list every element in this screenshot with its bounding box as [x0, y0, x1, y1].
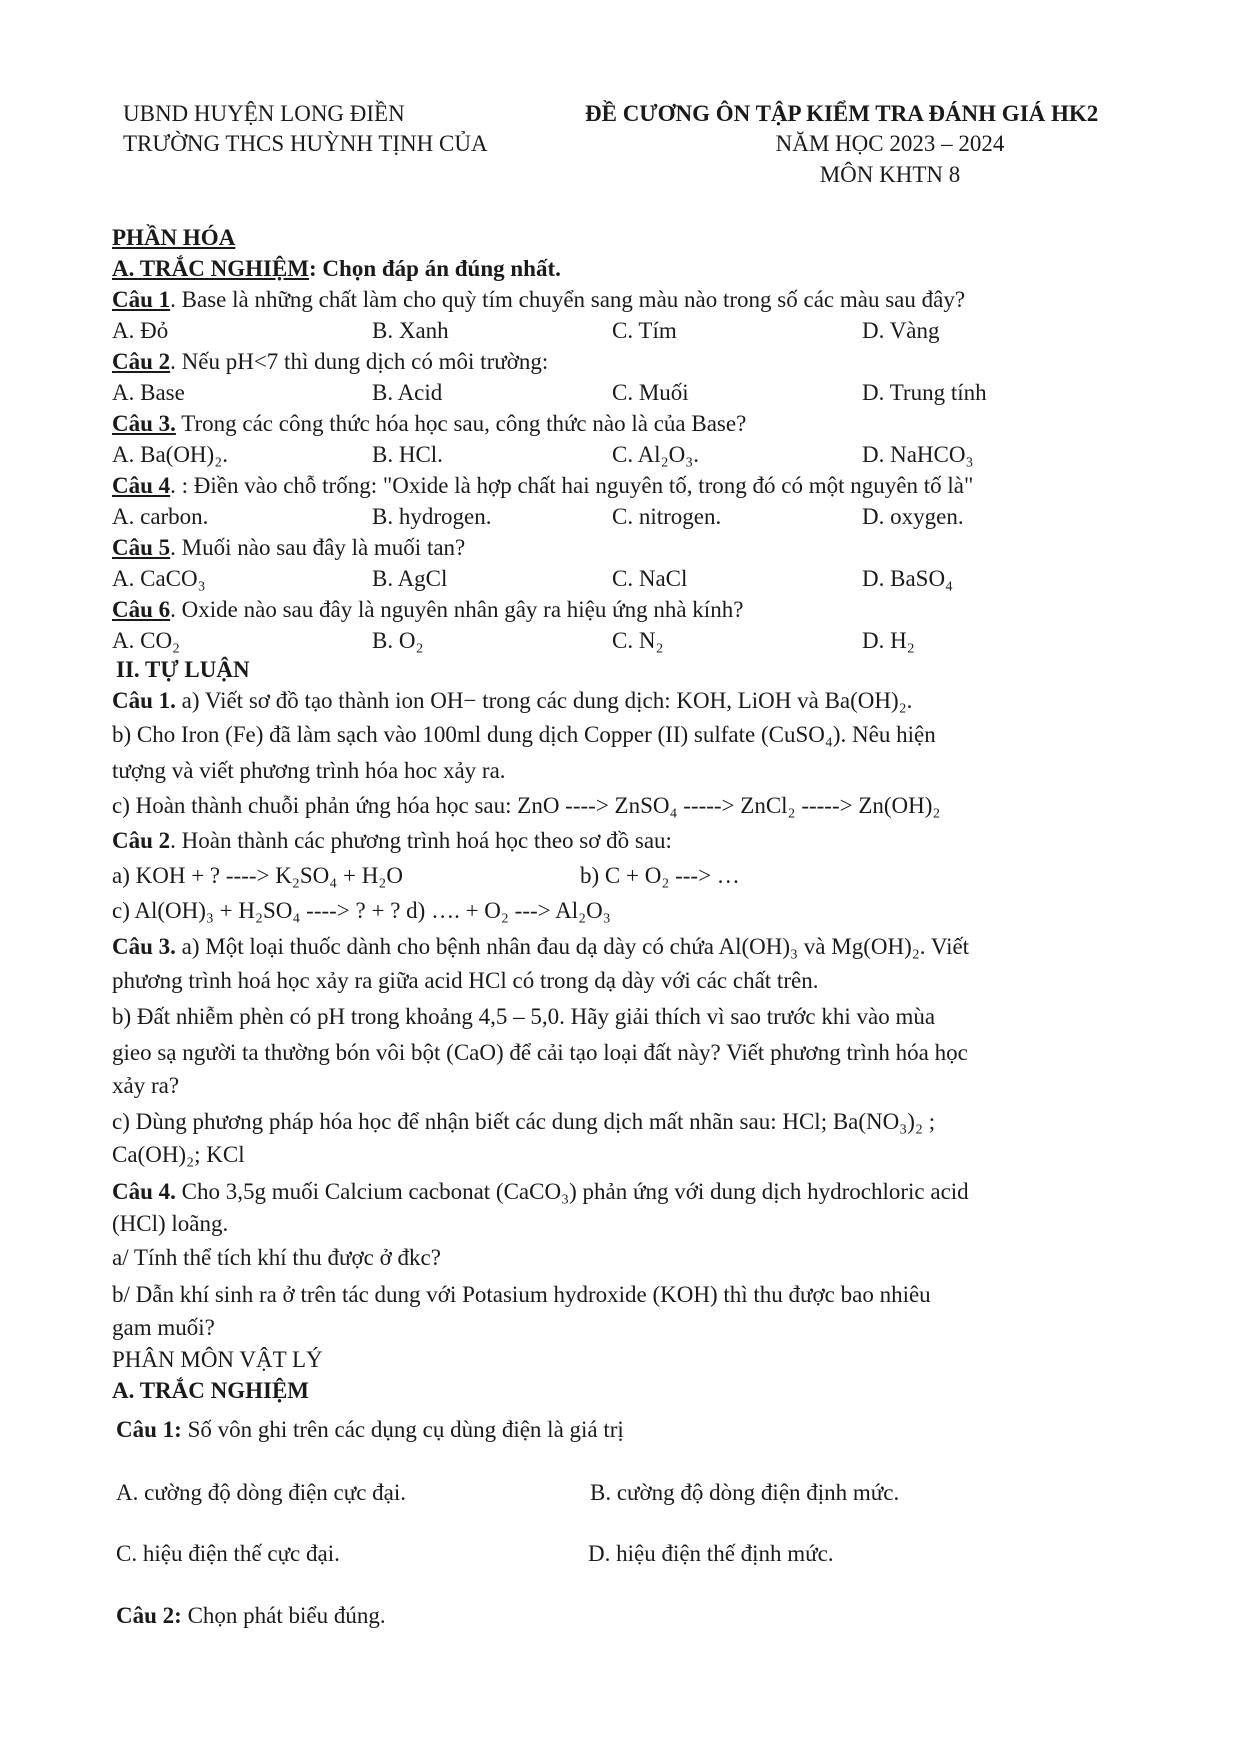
- essay-text: phương trình hoá học xảy ra giữa acid HCl có trong dạ dày với các chất trên.: [112, 968, 819, 993]
- chem-essay-line: [112, 1282, 931, 1308]
- question-text: . Nếu pH<7 thì dung dịch có môi trường:: [170, 349, 549, 374]
- chem-essay-line: [112, 1073, 179, 1099]
- question-label: Câu 2: [112, 349, 171, 374]
- question-label: Câu 6: [112, 597, 171, 622]
- essay-text: c) Al(OH)₃ + H₂SO₄ ----> ? + ? d) …. + O₂ ---> Al₂O₃: [112, 898, 611, 923]
- question-label: Câu 4.: [112, 1179, 176, 1204]
- answer-option: A. Ba(OH)₂.: [112, 442, 228, 467]
- answer-option: A. CaCO₃: [112, 566, 206, 591]
- essay-text: a) Một loại thuốc dành cho bệnh nhân đau dạ dày có chứa Al(OH)₃ và Mg(OH)₂. Viết: [175, 934, 970, 959]
- chem-essay-line: [112, 934, 969, 960]
- chem-essay-line: [112, 688, 912, 714]
- question-text: Trong các công thức hóa học sau, công thức nào là của Base?: [175, 411, 747, 436]
- chem-essay-line: [112, 863, 403, 889]
- answer-option: B. O₂: [372, 628, 424, 653]
- answer-option: D. oxygen.: [862, 504, 964, 529]
- chem-essay-line: [112, 722, 936, 748]
- chem-essay-line: [112, 1109, 935, 1135]
- phys-question-1: [116, 1417, 624, 1443]
- answer-option: D. Vàng: [862, 318, 940, 343]
- answer-option: A. Đỏ: [112, 318, 169, 343]
- essay-text: gam muối?: [112, 1315, 215, 1340]
- question-label: Câu 1: [112, 287, 171, 312]
- essay-text: b) Cho Iron (Fe) đã làm sạch vào 100ml dung dịch Copper (II) sulfate (CuSO₄). Nêu hiện: [112, 722, 936, 747]
- essay-text: a) KOH + ? ----> K₂SO₄ + H₂O: [112, 863, 403, 888]
- chem-essay-line: [112, 758, 506, 784]
- chem-mcq-question: [112, 535, 465, 561]
- chem-section-a-heading: [112, 256, 561, 282]
- answer-option: C. NaCl: [612, 566, 688, 591]
- chem-essay-line: [112, 1142, 245, 1168]
- phys-q1-text: Số vôn ghi trên các dụng cụ dùng điện là giá trị: [181, 1417, 624, 1442]
- essay-text: c) Dùng phương pháp hóa học để nhận biết các dung dịch mất nhãn sau: HCl; Ba(NO₃)₂ ;: [112, 1109, 936, 1134]
- question-label: Câu 3.: [112, 934, 176, 959]
- answer-option: A. CO₂: [112, 628, 181, 653]
- chem-section-b-title: II. TỰ LUẬN: [116, 657, 250, 682]
- question-text: . Muối nào sau đây là muối tan?: [170, 535, 466, 560]
- question-label: Câu 2: [112, 828, 171, 853]
- essay-text: xảy ra?: [112, 1073, 180, 1098]
- answer-option: C. Al₂O₃.: [612, 442, 699, 467]
- phys-q1-option-a: A. cường độ dòng điện cực đại.: [116, 1480, 407, 1505]
- answer-option: D. BaSO₄: [862, 566, 954, 591]
- phys-q2-text: Chọn phát biểu đúng.: [181, 1603, 386, 1628]
- chem-mcq-question: [112, 411, 746, 437]
- chem-essay-line: [112, 1040, 968, 1066]
- chem-essay-line: [112, 1211, 228, 1237]
- answer-option: B. Acid: [372, 380, 443, 405]
- chem-essay-equation-b: b) C + O₂ ---> …: [580, 863, 740, 888]
- chem-essay-line: [112, 1179, 969, 1205]
- chem-essay-line: [112, 898, 611, 924]
- answer-option: C. Muối: [612, 380, 689, 405]
- essay-text: a) Viết sơ đồ tạo thành ion OH− trong các dung dịch: KOH, LiOH và Ba(OH)₂.: [175, 688, 913, 713]
- answer-option: A. Base: [112, 380, 185, 405]
- school-district: UBND HUYỆN LONG ĐIỀN: [123, 101, 405, 126]
- school-name: TRƯỜNG THCS HUỲNH TỊNH CỦA: [123, 131, 488, 156]
- chem-essay-line: [112, 793, 940, 819]
- question-label: Câu 1.: [112, 688, 176, 713]
- document-title: ĐỀ CƯƠNG ÔN TẬP KIỂM TRA ĐÁNH GIÁ HK2: [585, 101, 1099, 126]
- answer-option: B. hydrogen.: [372, 504, 492, 529]
- essay-text: (HCl) loãng.: [112, 1211, 229, 1236]
- essay-text: b) Đất nhiễm phèn có pH trong khoảng 4,5 – 5,0. Hãy giải thích vì sao trước khi vào mùa: [112, 1004, 936, 1029]
- section-a-label: A. TRẮC NGHIỆM: [112, 256, 310, 281]
- subject-name: MÔN KHTN 8: [819, 162, 961, 187]
- chem-essay-line: [112, 828, 672, 854]
- chem-mcq-question: [112, 287, 965, 313]
- answer-option: C. Tím: [612, 318, 677, 343]
- essay-text: a/ Tính thể tích khí thu được ở đkc?: [112, 1245, 441, 1270]
- essay-text: Ca(OH)₂; KCl: [112, 1142, 245, 1167]
- chem-essay-line: [112, 1245, 441, 1271]
- question-text: . Oxide nào sau đây là nguyên nhân gây ra hiệu ứng nhà kính?: [170, 597, 744, 622]
- school-year: NĂM HỌC 2023 – 2024: [775, 131, 1005, 156]
- essay-text: . Hoàn thành các phương trình hoá học theo sơ đồ sau:: [170, 828, 672, 853]
- essay-text: b/ Dẫn khí sinh ra ở trên tác dung với Potasium hydroxide (KOH) thì thu được bao nhiêu: [112, 1282, 931, 1307]
- question-label: Câu 5: [112, 535, 171, 560]
- answer-option: C. N₂: [612, 628, 664, 653]
- essay-text: gieo sạ người ta thường bón vôi bột (CaO) để cải tạo loại đất này? Viết phương trình hóa học: [112, 1040, 968, 1065]
- chem-essay-line: [112, 1004, 935, 1030]
- question-label: Câu 4: [112, 473, 171, 498]
- chem-mcq-question: [112, 597, 743, 623]
- phys-section-a-title: A. TRẮC NGHIỆM: [112, 1378, 310, 1403]
- answer-option: D. H₂: [862, 628, 915, 653]
- chem-part-title: PHẦN HÓA: [112, 225, 236, 250]
- answer-option: B. HCl.: [372, 442, 443, 467]
- answer-option: B. Xanh: [372, 318, 449, 343]
- chem-essay-line: [112, 1315, 215, 1341]
- phys-q1-label: Câu 1:: [116, 1417, 182, 1442]
- answer-option: C. nitrogen.: [612, 504, 722, 529]
- chem-mcq-question: [112, 473, 973, 499]
- essay-text: tượng và viết phương trình hóa hoc xảy ra.: [112, 758, 506, 783]
- phys-q1-option-d: D. hiệu điện thế định mức.: [588, 1541, 834, 1566]
- question-text: . Base là những chất làm cho quỳ tím chuyển sang màu nào trong số các màu sau đây?: [170, 287, 966, 312]
- chem-essay-line: [112, 968, 818, 994]
- answer-option: D. NaHCO₃: [862, 442, 974, 467]
- question-text: . : Điền vào chỗ trống: "Oxide là hợp chất hai nguyên tố, trong đó có một nguyên tố là": [170, 473, 974, 498]
- answer-option: B. AgCl: [372, 566, 448, 591]
- phys-q2-label: Câu 2:: [116, 1603, 182, 1628]
- section-a-instruction: : Chọn đáp án đúng nhất.: [309, 256, 561, 281]
- question-label: Câu 3.: [112, 411, 176, 436]
- phys-question-2: [116, 1603, 386, 1629]
- phys-q1-option-c: C. hiệu điện thế cực đại.: [116, 1541, 340, 1566]
- phys-q1-option-b: B. cường độ dòng điện định mức.: [590, 1480, 900, 1505]
- answer-option: D. Trung tính: [862, 380, 987, 405]
- phys-part-title: PHÂN MÔN VẬT LÝ: [112, 1347, 323, 1372]
- answer-option: A. carbon.: [112, 504, 209, 529]
- chem-mcq-question: [112, 349, 548, 375]
- essay-text: Cho 3,5g muối Calcium cacbonat (CaCO₃) phản ứng với dung dịch hydrochloric acid: [175, 1179, 969, 1204]
- essay-text: c) Hoàn thành chuỗi phản ứng hóa học sau: ZnO ----> ZnSO₄ -----> ZnCl₂ -----> Zn(OH)₂: [112, 793, 941, 818]
